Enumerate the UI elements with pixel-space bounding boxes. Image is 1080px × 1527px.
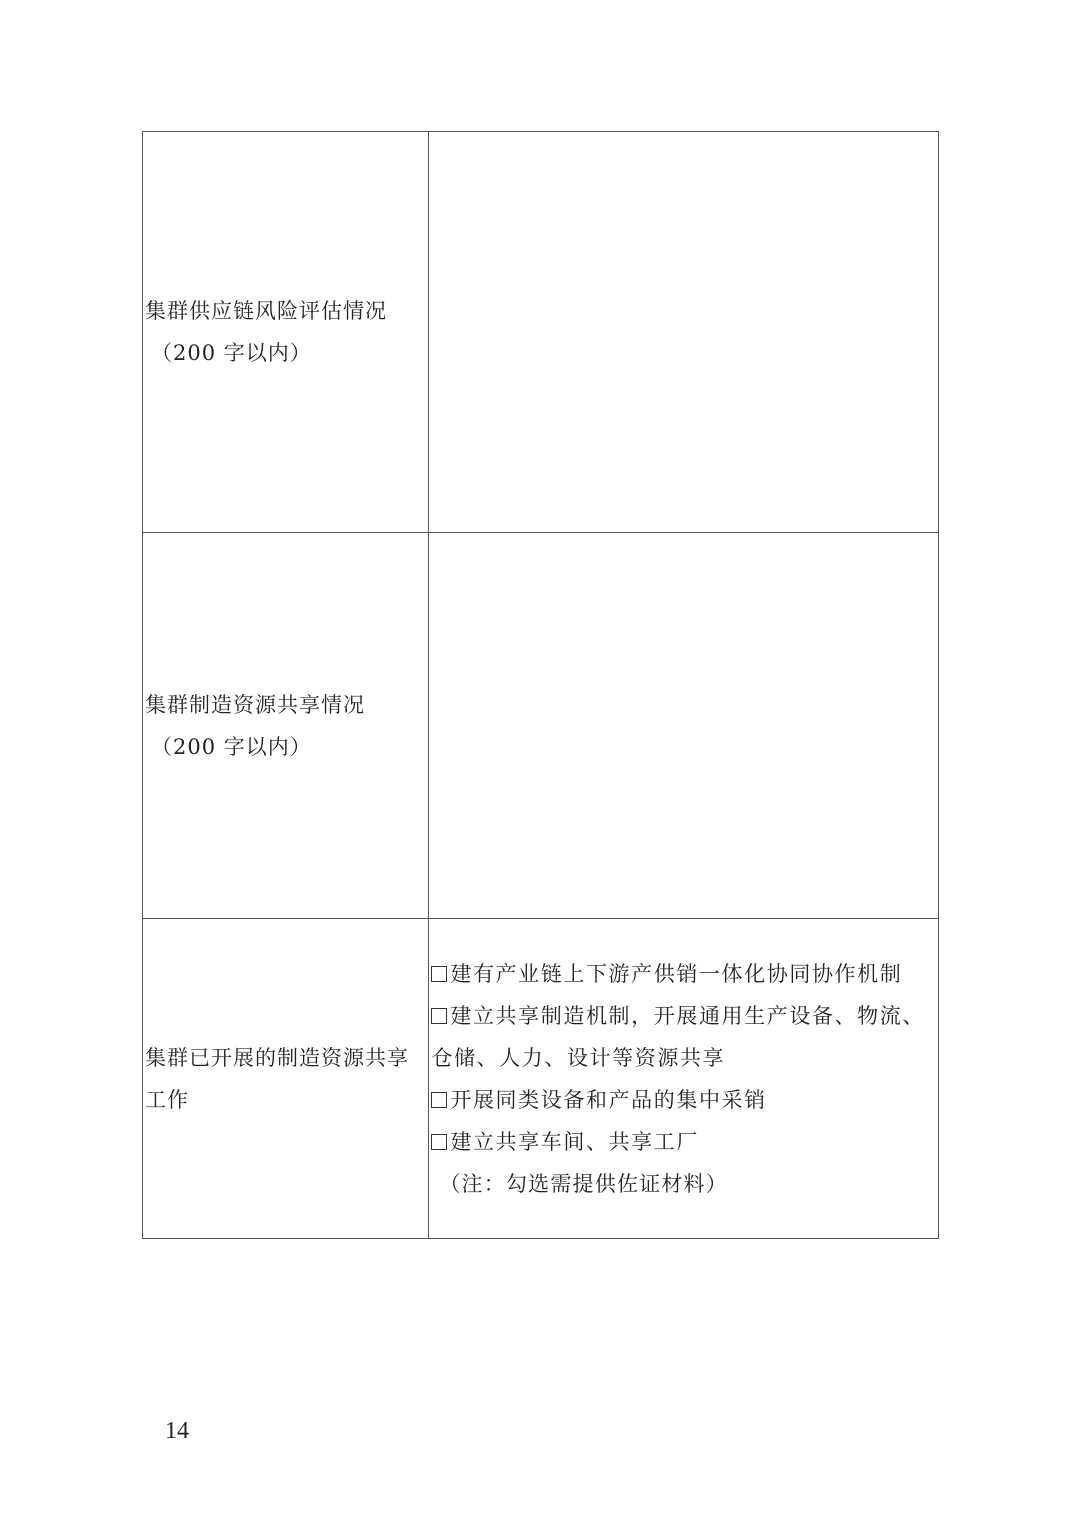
- resource-sharing-label-cell: [143, 533, 429, 919]
- option-label: 开展同类设备和产品的集中采销: [450, 1087, 767, 1112]
- table-row: [143, 533, 939, 919]
- empty-checkbox-icon[interactable]: [431, 1134, 447, 1150]
- risk-assessment-label-cell: [143, 132, 429, 533]
- option-shared-workshop[interactable]: [431, 1121, 936, 1163]
- resource-sharing-label: 集群制造资源共享情况: [145, 692, 365, 717]
- empty-checkbox-icon[interactable]: [431, 966, 447, 982]
- option-centralized-procurement[interactable]: [431, 1079, 936, 1121]
- risk-assessment-label: 集群供应链风险评估情况: [145, 299, 387, 323]
- resource-sharing-input-cell[interactable]: [429, 533, 939, 919]
- sharing-work-options-cell: [429, 919, 939, 1239]
- option-label: 建有产业链上下游产供销一体化协同协作机制: [450, 961, 903, 986]
- table-row: [143, 132, 939, 533]
- option-industry-chain-coordination[interactable]: [431, 953, 936, 995]
- option-shared-manufacturing[interactable]: [431, 995, 936, 1079]
- empty-checkbox-icon[interactable]: [431, 1008, 447, 1024]
- option-label: 建立共享车间、共享工厂: [450, 1129, 699, 1154]
- sharing-work-label-cell: [143, 919, 429, 1239]
- option-label: 建立共享制造机制，开展通用生产设备、物流、仓储、人力、设计等资源共享: [431, 1003, 925, 1070]
- word-limit-note: （200 字以内）: [151, 734, 312, 759]
- table-row: [143, 919, 939, 1239]
- sharing-work-label: 集群已开展的制造资源共享工作: [145, 1045, 409, 1112]
- supporting-material-note: （注：勾选需提供佐证材料）: [439, 1171, 728, 1196]
- word-limit-note: （200 字以内）: [151, 341, 312, 365]
- sharing-work-options: [431, 953, 936, 1205]
- application-form-table: [142, 131, 939, 1239]
- page-number: 14: [165, 1418, 189, 1444]
- empty-checkbox-icon[interactable]: [431, 1092, 447, 1108]
- risk-assessment-input-cell[interactable]: [429, 132, 939, 533]
